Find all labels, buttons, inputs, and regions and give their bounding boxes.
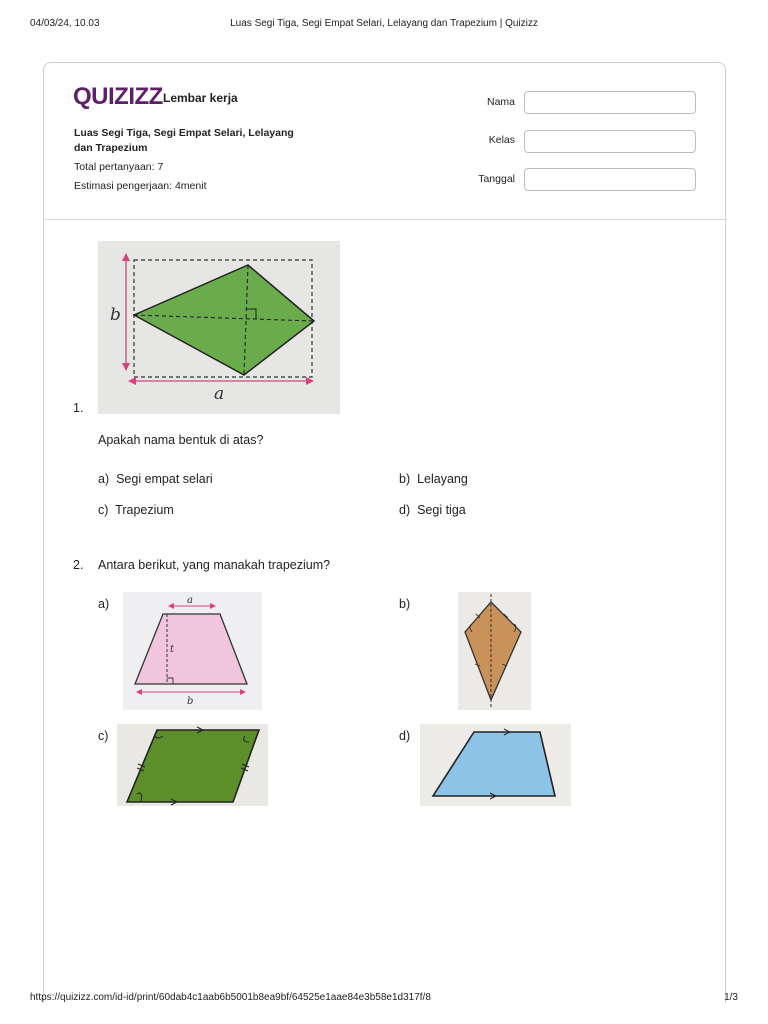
- quizizz-logo: QUIZIZZ: [73, 83, 163, 110]
- worksheet-title: Luas Segi Tiga, Segi Empat Selari, Lelayang dan Trapezium: [74, 127, 294, 154]
- pink-trapezium-figure[interactable]: [123, 592, 262, 710]
- q2-option-b-key[interactable]: b): [399, 597, 411, 611]
- worksheet-subtitle: Lembar kerja: [163, 91, 238, 105]
- option-label: Lelayang: [417, 472, 468, 486]
- print-title: Luas Segi Tiga, Segi Empat Selari, Lelayang dan Trapezium | Quizizz: [230, 18, 538, 29]
- print-footer: [30, 992, 738, 1006]
- label-b: b: [110, 305, 121, 325]
- print-datetime: 04/03/24, 10.03: [30, 18, 100, 29]
- label-bottom-b: b: [187, 696, 194, 707]
- question-1-number: 1.: [73, 401, 84, 415]
- q1-option-b[interactable]: [399, 472, 468, 486]
- option-label: Segi tiga: [417, 503, 466, 517]
- option-key: c): [98, 503, 109, 517]
- option-key: a): [98, 472, 110, 486]
- estimated-time: Estimasi pengerjaan: 4menit: [74, 180, 207, 192]
- q2-option-a-key[interactable]: a): [98, 597, 110, 611]
- q2-option-c-key[interactable]: c): [98, 729, 109, 743]
- option-label: Trapezium: [115, 503, 174, 517]
- kelas-field[interactable]: [524, 130, 696, 153]
- print-url: https://quizizz.com/id-id/print/60dab4c1aab6b5001b8ea9bf/64525e1aae84e3b58e1d317f/8: [30, 992, 431, 1003]
- q2-option-d-key[interactable]: d): [399, 729, 411, 743]
- q1-option-a[interactable]: [98, 472, 213, 486]
- q1-option-d[interactable]: [399, 503, 466, 517]
- question-1-text: Apakah nama bentuk di atas?: [98, 433, 264, 447]
- tanggal-label: Tanggal: [478, 173, 515, 185]
- print-header: [30, 18, 738, 32]
- option-label: Segi empat selari: [116, 472, 213, 486]
- q1-option-c[interactable]: [98, 503, 174, 517]
- page-number: 1/3: [724, 992, 738, 1003]
- total-questions: Total pertanyaan: 7: [74, 161, 164, 173]
- kelas-label: Kelas: [488, 134, 515, 146]
- worksheet: [43, 62, 726, 1003]
- tanggal-field[interactable]: [524, 168, 696, 191]
- nama-field[interactable]: [524, 91, 696, 114]
- question-2-text: Antara berikut, yang manakah trapezium?: [98, 558, 331, 572]
- question-2-number: 2.: [73, 558, 84, 572]
- label-height-t: t: [170, 644, 175, 655]
- kite-figure: [98, 241, 340, 414]
- worksheet-header: [44, 63, 725, 220]
- label-a: a: [214, 384, 225, 404]
- brown-kite-figure[interactable]: [458, 592, 531, 710]
- green-parallelogram-figure[interactable]: [117, 724, 268, 806]
- label-top-a: a: [187, 595, 193, 606]
- option-key: d): [399, 503, 411, 517]
- option-key: b): [399, 472, 411, 486]
- blue-trapezium-figure[interactable]: [420, 724, 571, 806]
- nama-label: Nama: [486, 96, 515, 108]
